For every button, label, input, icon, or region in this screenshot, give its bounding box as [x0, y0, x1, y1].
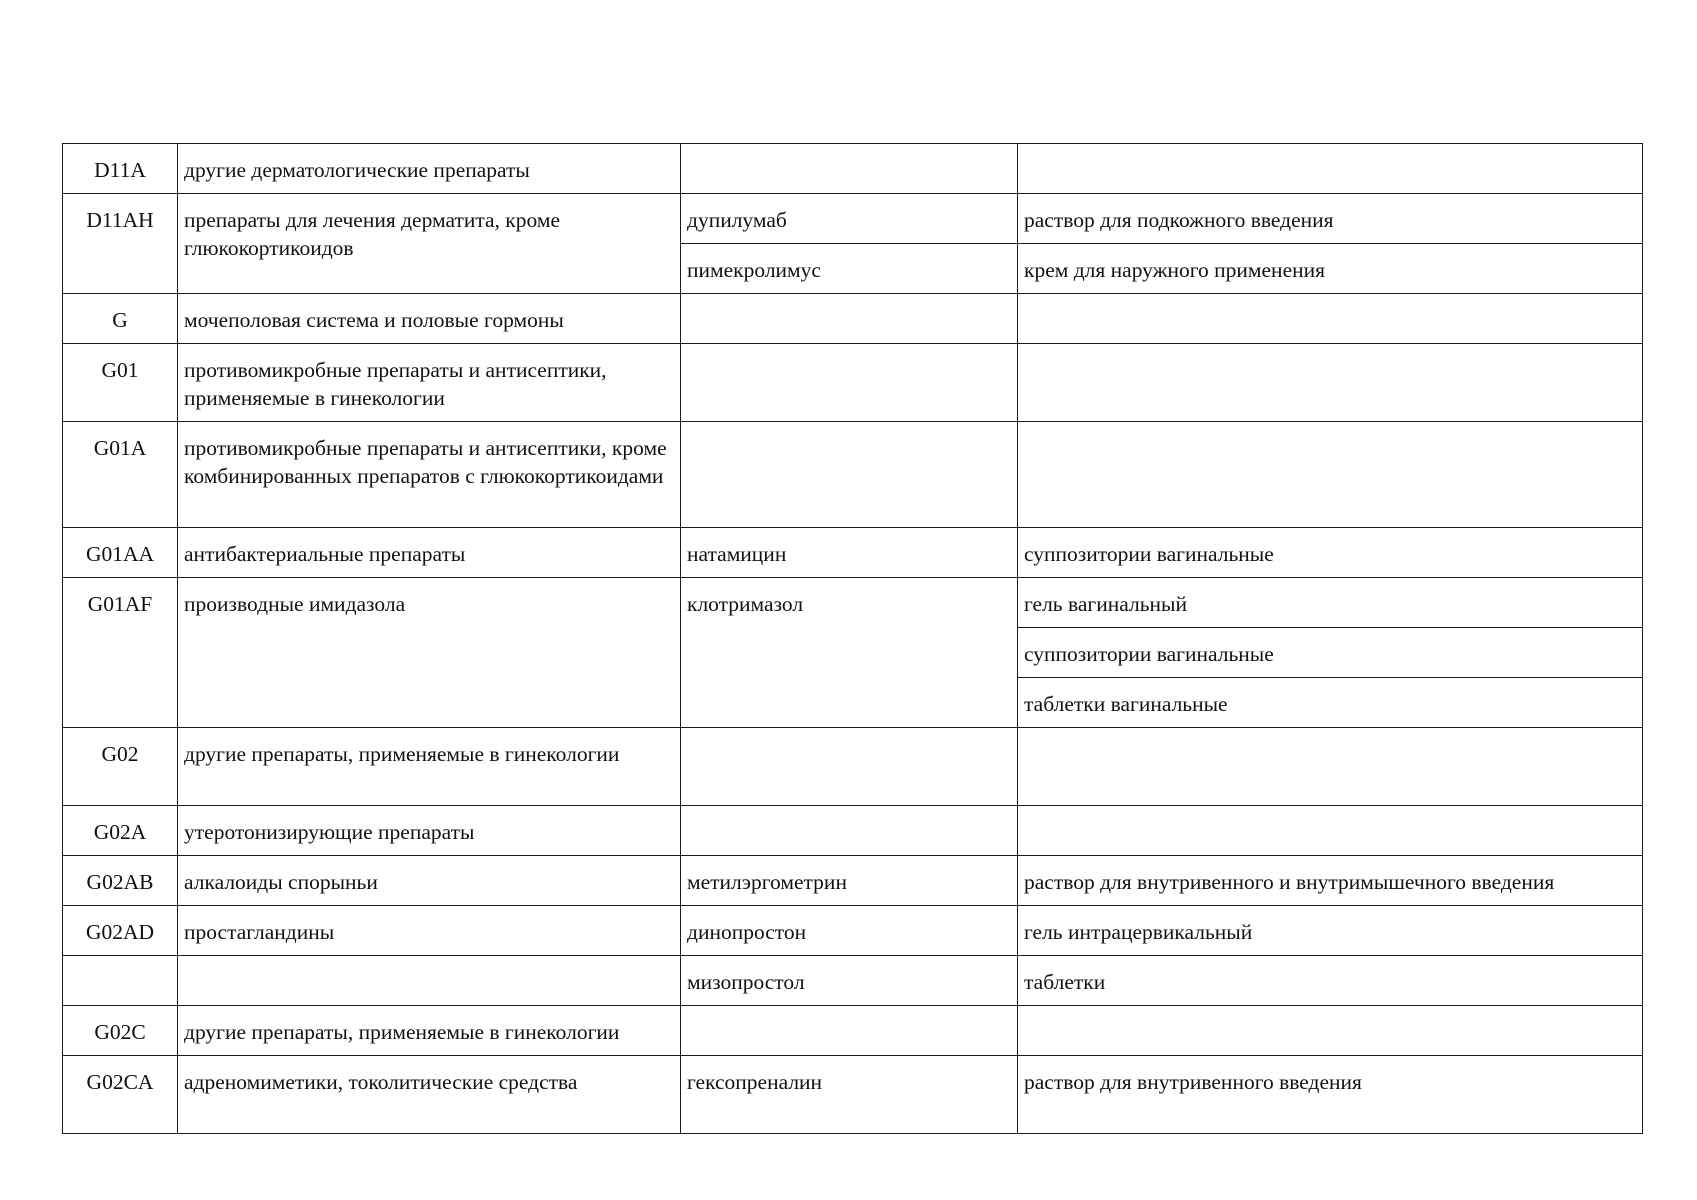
group-name-cell: другие препараты, применяемые в гинекологии: [178, 1006, 681, 1056]
group-name-cell: простагландины: [178, 906, 681, 956]
dosage-form-cell: [1018, 144, 1643, 194]
dosage-form-cell: раствор для внутривенного введения: [1018, 1056, 1643, 1134]
table-row: [63, 806, 1643, 856]
atc-code-cell: D11A: [63, 144, 178, 194]
table-row: [63, 728, 1643, 806]
drug-name-cell: [681, 344, 1018, 422]
group-name-cell: противомикробные препараты и антисептики, применяемые в гинекологии: [178, 344, 681, 422]
dosage-form-cell: [1018, 728, 1643, 806]
dosage-form-cell: [1018, 422, 1643, 528]
group-name-cell: утеротонизирующие препараты: [178, 806, 681, 856]
group-name-cell: противомикробные препараты и антисептики, кроме комбинированных препаратов с глюкокортикоидами: [178, 422, 681, 528]
dosage-form-cell: гель вагинальный: [1018, 578, 1643, 628]
drug-name-cell: [681, 728, 1018, 806]
drug-name-cell: [681, 294, 1018, 344]
group-name-cell: другие препараты, применяемые в гинекологии: [178, 728, 681, 806]
table-row: [63, 528, 1643, 578]
atc-code-cell: [63, 956, 178, 1006]
drug-name-cell: метилэргометрин: [681, 856, 1018, 906]
dosage-form-cell: крем для наружного применения: [1018, 244, 1643, 294]
atc-code-cell: D11AH: [63, 194, 178, 294]
dosage-form-cell: таблетки вагинальные: [1018, 678, 1643, 728]
drug-name-cell: пимекролимус: [681, 244, 1018, 294]
dosage-form-cell: таблетки: [1018, 956, 1643, 1006]
dosage-form-cell: суппозитории вагинальные: [1018, 528, 1643, 578]
drug-name-cell: гексопреналин: [681, 1056, 1018, 1134]
drug-name-cell: клотримазол: [681, 578, 1018, 728]
dosage-form-cell: раствор для подкожного введения: [1018, 194, 1643, 244]
table-row: [63, 856, 1643, 906]
drug-name-cell: дупилумаб: [681, 194, 1018, 244]
atc-code-cell: G01: [63, 344, 178, 422]
atc-code-cell: G02C: [63, 1006, 178, 1056]
table-row: [63, 956, 1643, 1006]
group-name-cell: мочеполовая система и половые гормоны: [178, 294, 681, 344]
dosage-form-cell: [1018, 806, 1643, 856]
group-name-cell: препараты для лечения дерматита, кроме глюкокортикоидов: [178, 194, 681, 294]
atc-code-cell: G01AF: [63, 578, 178, 728]
group-name-cell: антибактериальные препараты: [178, 528, 681, 578]
drug-name-cell: мизопростол: [681, 956, 1018, 1006]
atc-code-cell: G02AD: [63, 906, 178, 956]
dosage-form-cell: [1018, 294, 1643, 344]
table-row: [63, 344, 1643, 422]
atc-code-cell: G: [63, 294, 178, 344]
dosage-form-cell: [1018, 344, 1643, 422]
dosage-form-cell: гель интрацервикальный: [1018, 906, 1643, 956]
table-row: [63, 294, 1643, 344]
drug-name-cell: [681, 1006, 1018, 1056]
group-name-cell: другие дерматологические препараты: [178, 144, 681, 194]
atc-code-cell: G02A: [63, 806, 178, 856]
table-row: [63, 1006, 1643, 1056]
drug-name-cell: динопростон: [681, 906, 1018, 956]
drug-name-cell: [681, 422, 1018, 528]
group-name-cell: [178, 956, 681, 1006]
group-name-cell: адреномиметики, токолитические средства: [178, 1056, 681, 1134]
table-row: [63, 194, 1643, 244]
table-row: [63, 578, 1643, 628]
atc-code-cell: G02CA: [63, 1056, 178, 1134]
dosage-form-cell: [1018, 1006, 1643, 1056]
atc-code-cell: G01A: [63, 422, 178, 528]
drug-name-cell: [681, 806, 1018, 856]
group-name-cell: алкалоиды спорыньи: [178, 856, 681, 906]
table-row: [63, 422, 1643, 528]
atc-code-cell: G02AB: [63, 856, 178, 906]
medication-table-body: [63, 144, 1643, 1134]
table-row: [63, 1056, 1643, 1134]
dosage-form-cell: суппозитории вагинальные: [1018, 628, 1643, 678]
drug-name-cell: натамицин: [681, 528, 1018, 578]
table-row: [63, 906, 1643, 956]
dosage-form-cell: раствор для внутривенного и внутримышечного введения: [1018, 856, 1643, 906]
atc-code-cell: G02: [63, 728, 178, 806]
table-row: [63, 144, 1643, 194]
atc-code-cell: G01AA: [63, 528, 178, 578]
drug-name-cell: [681, 144, 1018, 194]
group-name-cell: производные имидазола: [178, 578, 681, 728]
medication-table: [62, 143, 1643, 1134]
